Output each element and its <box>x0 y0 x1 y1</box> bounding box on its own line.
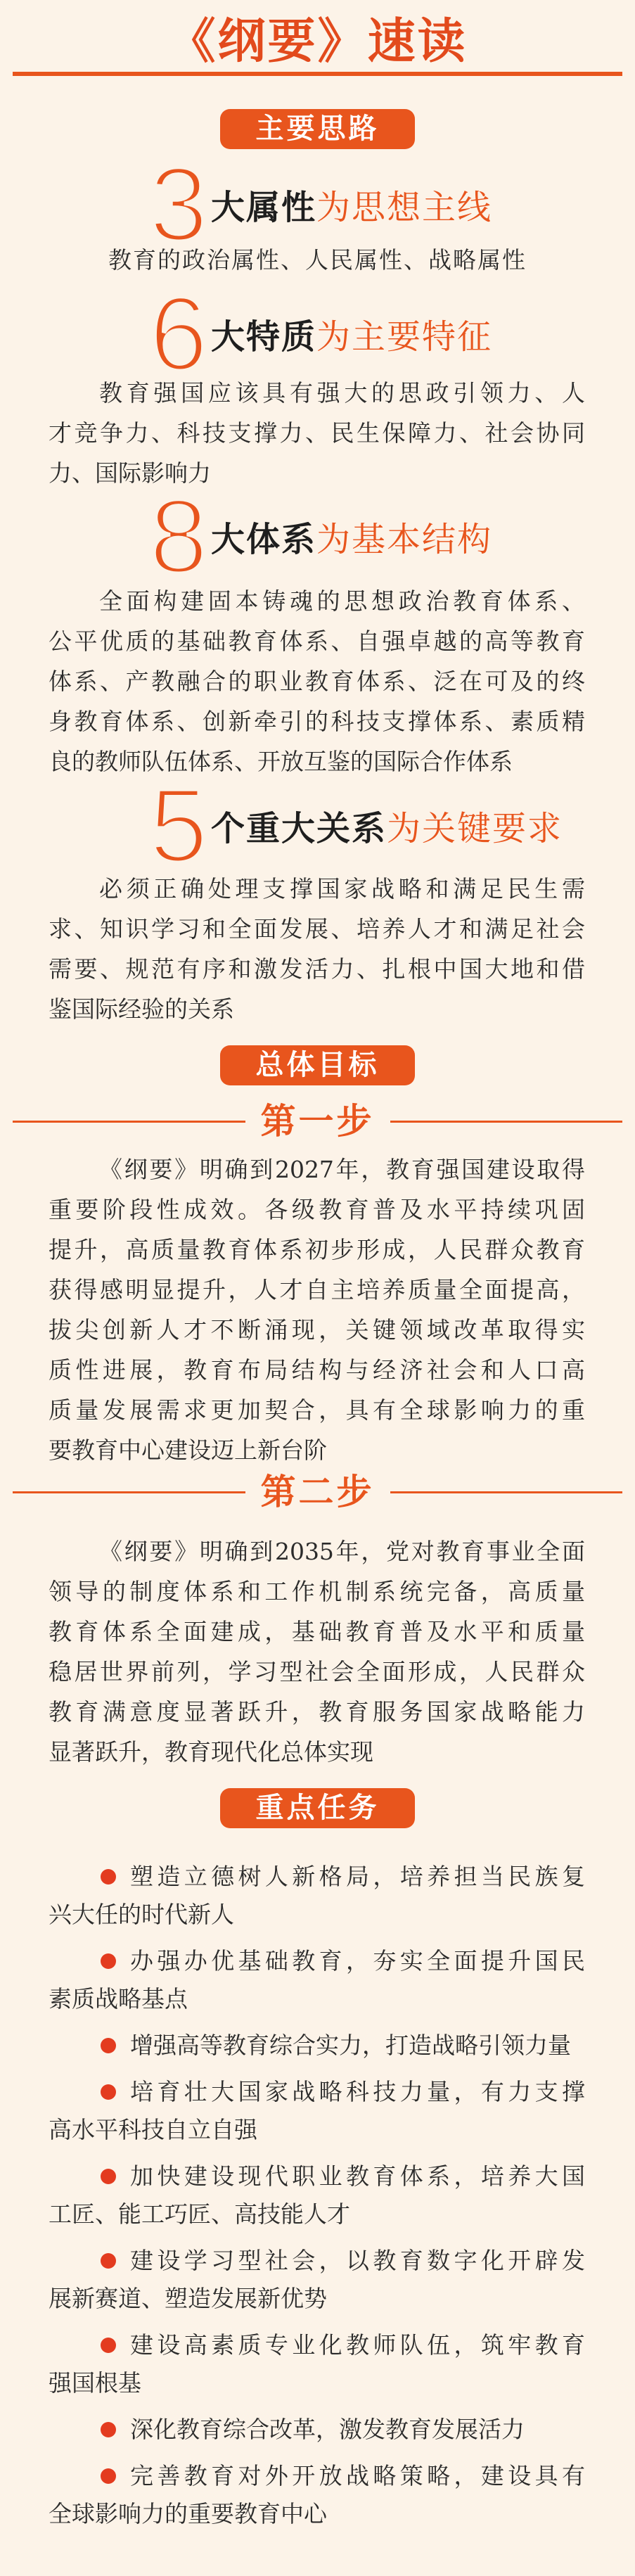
list-item <box>49 2411 585 2449</box>
idea-title <box>211 180 492 229</box>
bullet-dot-icon <box>101 1869 116 1885</box>
list-item <box>49 2027 585 2065</box>
task-line: 增强高等教育综合实力，打造战略引领力量 <box>130 2032 571 2059</box>
idea-title-accent: 为思想主线 <box>316 187 493 227</box>
idea-number: 8 <box>149 477 208 595</box>
task-line: 建设高素质专业化教师队伍，筑牢教育 <box>130 2331 585 2359</box>
heading-rule-left <box>13 1121 245 1123</box>
idea-number: 3 <box>149 145 208 263</box>
section-pill-overall-goals: 总体目标 <box>220 1045 415 1085</box>
task-line: 全球影响力的重要教育中心 <box>49 2500 327 2527</box>
paragraph-line: 质量发展需求更加契合，具有全球影响力的重 <box>49 1396 585 1424</box>
idea-title <box>211 512 492 561</box>
step-heading-second <box>13 1471 622 1513</box>
idea-title-accent: 为基本结构 <box>316 519 493 559</box>
task-line: 建设学习型社会，以教育数字化开辟发 <box>130 2247 585 2274</box>
bullet-dot-icon <box>101 2038 116 2053</box>
idea-number: 6 <box>149 274 208 393</box>
page-title: 《纲要》速读 <box>167 14 468 70</box>
paragraph-line: 教育满意度显著跃升，教育服务国家战略能力 <box>49 1698 585 1726</box>
idea-number: 5 <box>149 766 208 884</box>
bullet-dot-icon <box>101 2338 116 2353</box>
paragraph-line: 良的教师队伍体系、开放互鉴的国际合作体系 <box>49 748 513 775</box>
step-heading-label: 第一步 <box>260 1101 375 1142</box>
idea-title-bold: 大特质 <box>211 317 317 357</box>
paragraph-line: 要教育中心建设迈上新台阶 <box>49 1436 327 1464</box>
idea-paragraph-relations <box>49 869 585 1029</box>
idea-title <box>211 310 492 358</box>
heading-rule-right <box>390 1491 623 1493</box>
idea-title <box>211 801 563 850</box>
task-line: 兴大任的时代新人 <box>49 1901 234 1928</box>
bullet-dot-icon <box>101 2084 116 2100</box>
task-line: 素质战略基点 <box>49 1985 188 2013</box>
section-pill-main-ideas: 主要思路 <box>220 109 415 149</box>
bullet-dot-icon <box>101 2169 116 2184</box>
paragraph-line: 《纲要》明确到2035年，党对教育事业全面 <box>99 1538 585 1565</box>
idea-heading-systems <box>149 477 493 595</box>
list-item <box>49 1858 585 1934</box>
bullet-dot-icon <box>101 2422 116 2437</box>
step-paragraph-first <box>49 1149 585 1470</box>
paragraph-line: 教育强国应该具有强大的思政引领力、人 <box>99 379 585 407</box>
paragraph-line: 提升，高质量教育体系初步形成，人民群众教育 <box>49 1236 585 1263</box>
paragraph-line: 显著跃升，教育现代化总体实现 <box>49 1738 373 1766</box>
idea-heading-relations <box>149 766 563 884</box>
paragraph-line: 获得感明显提升，人才自主培养质量全面提高， <box>49 1276 585 1303</box>
paragraph-line: 稳居世界前列，学习型社会全面形成，人民群众 <box>49 1658 585 1685</box>
paragraph-line: 重要阶段性成效。各级教育普及水平持续巩固 <box>49 1196 585 1223</box>
idea-title-accent: 为主要特征 <box>316 317 493 357</box>
paragraph-line: 求、知识学习和全面发展、培养人才和满足社会 <box>49 915 585 943</box>
paragraph-line: 领导的制度体系和工作机制系统完备，高质量 <box>49 1578 585 1605</box>
task-line: 加快建设现代职业教育体系，培养大国 <box>130 2162 585 2190</box>
task-line: 深化教育综合改革，激发教育发展活力 <box>130 2416 525 2443</box>
paragraph-line: 力、国际影响力 <box>49 459 211 487</box>
task-line: 工匠、能工巧匠、高技能人才 <box>49 2200 350 2228</box>
bullet-dot-icon <box>101 2468 116 2484</box>
paragraph-line: 需要、规范有序和激发活力、扎根中国大地和借 <box>49 955 585 983</box>
idea-title-bold: 个重大关系 <box>211 808 387 848</box>
paragraph-line: 拔尖创新人才不断涌现，关键领域改革取得实 <box>49 1316 585 1344</box>
idea-description: 教育的政治属性、人民属性、战略属性 <box>108 246 527 274</box>
heading-rule-right <box>390 1121 623 1123</box>
paragraph-line: 鉴国际经验的关系 <box>49 995 234 1023</box>
idea-title-bold: 大体系 <box>211 519 317 559</box>
paragraph-line: 全面构建固本铸魂的思想政治教育体系、 <box>99 587 585 615</box>
task-line: 强国根基 <box>49 2369 141 2397</box>
step-paragraph-second <box>49 1531 585 1772</box>
idea-title-bold: 大属性 <box>211 187 317 227</box>
task-list <box>49 1858 585 2533</box>
paragraph-line: 《纲要》明确到2027年，教育强国建设取得 <box>99 1156 585 1183</box>
list-item <box>49 2157 585 2233</box>
paragraph-line: 质性进展，教育布局结构与经济社会和人口高 <box>49 1356 585 1384</box>
task-line: 办强办优基础教育，夯实全面提升国民 <box>130 1947 585 1975</box>
step-heading-label: 第二步 <box>260 1472 375 1512</box>
title-divider <box>13 72 622 76</box>
task-line: 培育壮大国家战略科技力量，有力支撑 <box>130 2078 585 2105</box>
paragraph-line: 教育体系全面建成，基础教育普及水平和质量 <box>49 1618 585 1645</box>
step-heading-first <box>13 1100 622 1142</box>
idea-title-accent: 为关键要求 <box>387 808 563 848</box>
paragraph-line: 必须正确处理支撑国家战略和满足民生需 <box>99 875 585 903</box>
task-line: 完善教育对外开放战略策略，建设具有 <box>130 2462 585 2489</box>
section-pill-key-tasks: 重点任务 <box>220 1788 415 1828</box>
idea-heading-attributes <box>149 145 493 263</box>
task-line: 塑造立德树人新格局，培养担当民族复 <box>130 1863 585 1890</box>
bullet-dot-icon <box>101 2253 116 2269</box>
task-line: 展新赛道、塑造发展新优势 <box>49 2285 327 2312</box>
paragraph-line: 公平优质的基础教育体系、自强卓越的高等教育 <box>49 627 585 655</box>
bullet-dot-icon <box>101 1953 116 1969</box>
idea-heading-traits <box>149 274 493 393</box>
paragraph-line: 身教育体系、创新牵引的科技支撑体系、素质精 <box>49 708 585 735</box>
paragraph-line: 才竞争力、科技支撑力、民生保障力、社会协同 <box>49 419 585 447</box>
list-item <box>49 2457 585 2533</box>
list-item <box>49 1942 585 2018</box>
list-item <box>49 2326 585 2402</box>
list-item <box>49 2073 585 2149</box>
paragraph-line: 体系、产教融合的职业教育体系、泛在可及的终 <box>49 668 585 695</box>
task-line: 高水平科技自立自强 <box>49 2116 257 2143</box>
list-item <box>49 2242 585 2318</box>
idea-paragraph-traits <box>49 373 585 493</box>
heading-rule-left <box>13 1491 245 1493</box>
idea-paragraph-systems <box>49 581 585 782</box>
